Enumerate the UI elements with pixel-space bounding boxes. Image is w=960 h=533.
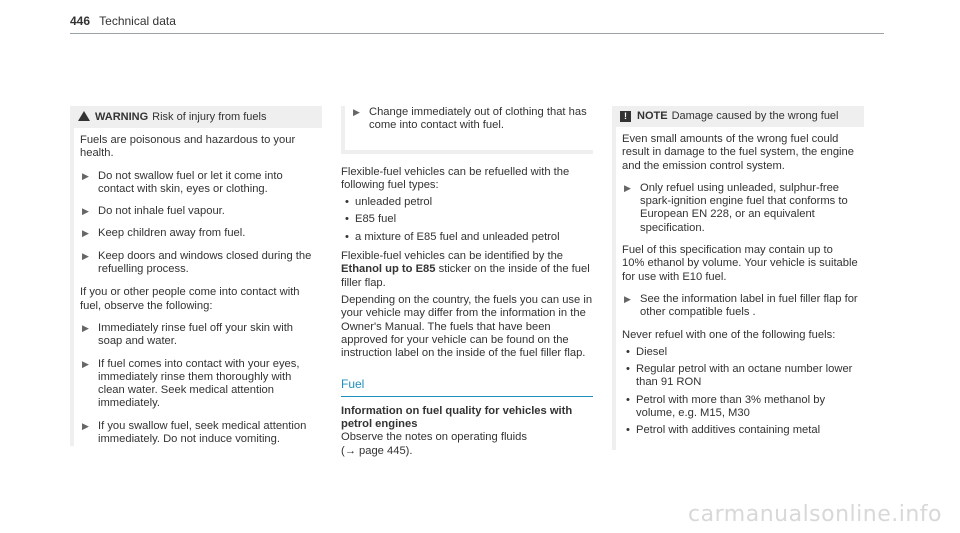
arrow-icon: ▶ bbox=[353, 107, 360, 117]
warning-step: ▶ Immediately rinse fuel off your skin with soap and water. bbox=[82, 321, 294, 348]
arrow-icon: ▶ bbox=[82, 250, 89, 261]
note-mid: Fuel of this specification may contain up to 10% ethanol by volume. Your vehicle is suitable for use with E10 fuel. bbox=[622, 244, 858, 283]
fuel-subhead: Information on fuel quality for vehicles with petrol engines bbox=[341, 404, 573, 431]
section-name: Technical data bbox=[99, 14, 176, 28]
section-title-fuel: Fuel bbox=[341, 378, 593, 396]
note-label: NOTE bbox=[637, 110, 668, 122]
warning-intro: Fuels are poisonous and hazardous to your health. bbox=[80, 134, 296, 160]
warning-step: ▶ If fuel comes into contact with your eyes, immediately rinse them thoroughly with clean water. Seek medical attention immediately. bbox=[82, 357, 300, 410]
watermark: carmanualsonline.info bbox=[688, 502, 942, 527]
list-item: • a mixture of E85 fuel and unleaded petrol bbox=[345, 230, 560, 243]
warning-continuation bbox=[341, 106, 593, 154]
note-intro: Even small amounts of the wrong fuel could result in damage to the fuel system, the engine and the emission control system. bbox=[622, 133, 854, 172]
arrow-icon: ▶ bbox=[624, 293, 631, 304]
list-item: • Petrol with additives containing metal bbox=[626, 424, 821, 437]
note-title: Damage caused by the wrong fuel bbox=[671, 110, 839, 122]
note-header bbox=[612, 106, 864, 127]
warning-title: Risk of injury from fuels bbox=[152, 111, 267, 123]
list-item: • Regular petrol with an octane number lower than 91 RON bbox=[626, 363, 853, 389]
warning-label: WARNING bbox=[95, 111, 149, 123]
flex-identified: Flexible-fuel vehicles can be identified by the Ethanol up to E85 sticker on the inside of the fuel filler flap. bbox=[341, 250, 590, 289]
warning-step: ▶ Keep children away from fuel. bbox=[82, 227, 246, 240]
column-2 bbox=[341, 106, 593, 462]
page-number: 446 bbox=[70, 14, 91, 28]
page-reference-link[interactable]: (→ page 445). bbox=[341, 444, 413, 457]
list-item: • unleaded petrol bbox=[345, 196, 433, 209]
header-rule bbox=[70, 33, 884, 34]
list-item: • Diesel bbox=[626, 345, 668, 358]
arrow-icon: ▶ bbox=[624, 182, 631, 193]
flex-intro: Flexible-fuel vehicles can be refuelled with the following fuel types: bbox=[341, 165, 570, 191]
warning-step: ▶ Change immediately out of clothing that has come into contact with fuel. bbox=[353, 106, 587, 132]
note-step: ▶ Only refuel using unleaded, sulphur-free spark-ignition engine fuel that conforms to European EN 228, or an equivalent specification. bbox=[624, 181, 848, 234]
sticker-name: Ethanol up to E85 bbox=[341, 263, 436, 276]
list-item: • Petrol with more than 3% methanol by volume, e.g. M15, M30 bbox=[626, 393, 826, 420]
warning-body bbox=[70, 128, 322, 446]
exclamation-icon: ! bbox=[620, 111, 631, 122]
arrow-icon: ▶ bbox=[82, 170, 89, 181]
warning-step: ▶ Keep doors and windows closed during the refuelling process. bbox=[82, 249, 312, 276]
fuel-observe: Observe the notes on operating fluids (→ page 445). bbox=[341, 431, 527, 457]
flex-depending: Depending on the country, the fuels you can use in your vehicle may differ from the information in the Owner's Manual. The fuels that have been approved for your vehicle can be found on the instruction label on the inside of the fuel filler flap. bbox=[341, 293, 593, 360]
note-body bbox=[612, 127, 864, 450]
arrow-icon: ▶ bbox=[82, 322, 89, 333]
warning-mid: If you or other people come into contact with fuel, observe the following: bbox=[80, 286, 300, 312]
arrow-icon: ▶ bbox=[82, 228, 89, 239]
page-header bbox=[70, 14, 176, 28]
note-step: ▶ See the information label in fuel filler flap for other compatible fuels . bbox=[624, 292, 858, 319]
arrow-icon: ▶ bbox=[82, 420, 89, 431]
warning-header bbox=[70, 106, 322, 128]
note-never: Never refuel with one of the following fuels: bbox=[622, 328, 836, 341]
note-box bbox=[612, 106, 864, 450]
warning-step: ▶ Do not swallow fuel or let it come into contact with skin, eyes or clothing. bbox=[82, 169, 283, 195]
arrow-icon: ▶ bbox=[82, 358, 89, 369]
list-item: • E85 fuel bbox=[345, 213, 397, 226]
warning-triangle-icon bbox=[78, 111, 90, 121]
warning-box bbox=[70, 106, 322, 455]
warning-step: ▶ If you swallow fuel, seek medical attention immediately. Do not induce vomiting. bbox=[82, 419, 307, 446]
warning-step: ▶ Do not inhale fuel vapour. bbox=[82, 205, 225, 218]
arrow-icon: ▶ bbox=[82, 206, 89, 217]
